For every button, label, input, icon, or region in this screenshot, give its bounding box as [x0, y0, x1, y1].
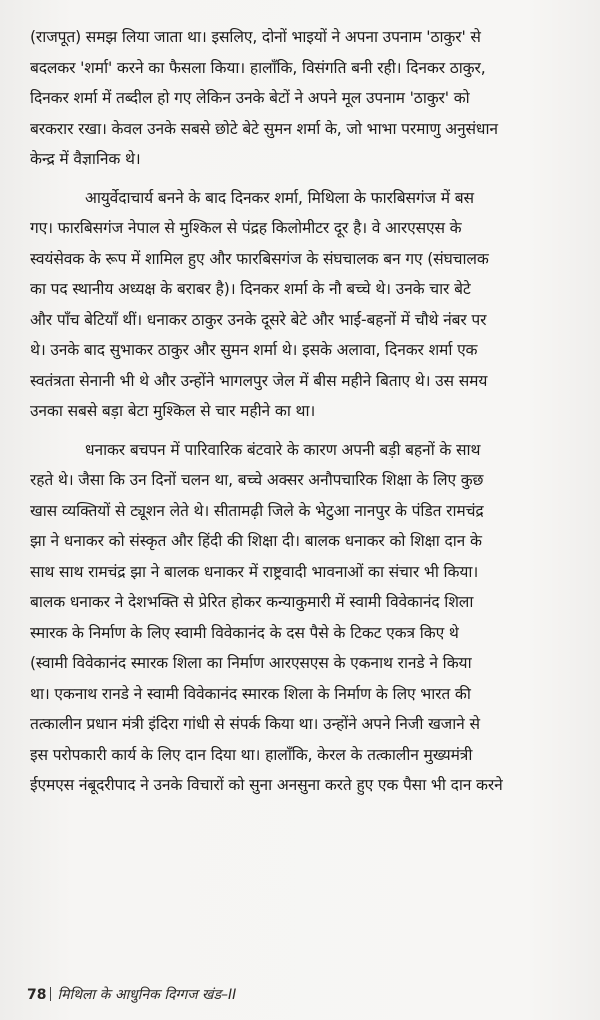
text-line: था। एकनाथ रानडे ने स्वामी विवेकानंद स्मारक शिला के निर्माण के लिए भारत की: [30, 684, 471, 703]
text-line: तत्कालीन प्रधान मंत्री इंदिरा गांधी से संपर्क किया था। उन्होंने अपने निजी खजाने से: [30, 715, 480, 733]
text-line: आयुर्वेदाचार्य बनने के बाद दिनकर शर्मा, मिथिला के फारबिसगंज में बस: [85, 188, 474, 207]
text-line: बालक धनाकर ने देशभक्ति से प्रेरित होकर कन्याकुमारी में स्वामी विवेकानंद शिला: [30, 593, 474, 611]
paragraph-1: [30, 22, 596, 175]
text-line: (स्वामी विवेकानंद स्मारक शिला का निर्माण आरएसएस के एकनाथ रानडे ने किया: [30, 654, 472, 672]
text-line: (राजपूत) समझ लिया जाता था। इसलिए, दोनों भाइयों ने अपना उपनाम 'ठाकुर' से: [30, 28, 481, 46]
text-line: का पद स्थानीय अध्यक्ष के बराबर है)। दिनकर शर्मा के नौ बच्चे थे। उनके चार बेटे: [30, 280, 471, 298]
text-line: थे। उनके बाद सुभाकर ठाकुर और सुमन शर्मा थे। इसके अलावा, दिनकर शर्मा एक: [30, 341, 478, 359]
paragraph-spacer: [30, 175, 596, 183]
text-line: केन्द्र में वैज्ञानिक थे।: [30, 150, 141, 168]
text-line: रहते थे। जैसा कि उन दिनों चलन था, बच्चे अक्सर अनौपचारिक शिक्षा के लिए कुछ: [30, 471, 484, 489]
paragraph-3: [30, 435, 596, 801]
text-line: साथ साथ रामचंद्र झा ने बालक धनाकर में राष्ट्रवादी भावनाओं का संचार भी किया।: [30, 562, 479, 581]
text-line: उनका सबसे बड़ा बेटा मुश्किल से चार महीने का था।: [30, 402, 316, 420]
paragraph-2: [30, 183, 596, 427]
text-line: स्वतंत्रता सेनानी भी थे और उन्होंने भागलपुर जेल में बीस महीने बिताए थे। उस समय: [30, 371, 488, 390]
text-line: और पाँच बेटियाँ थीं। धनाकर ठाकुर उनके दूसरे बेटे और भाई-बहनों में चौथे नंबर पर: [30, 310, 487, 329]
text-line: खास व्यक्तियों से ट्यूशन लेते थे। सीतामढ़ी जिले के भेटुआ नानपुर के पंडित रामचंद्र: [30, 501, 484, 520]
footer-divider: [50, 987, 51, 1001]
text-line: स्वयंसेवक के रूप में शामिल हुए और फारबिसगंज के संघचालक बन गए (संघचालक: [30, 249, 489, 268]
book-title: मिथिला के आधुनिक दिग्गज खंड–II: [57, 987, 237, 1003]
page-footer: [27, 985, 236, 1005]
text-line: बरकरार रखा। केवल उनके सबसे छोटे बेटे सुमन शर्मा के, जो भाभा परमाणु अनुसंधान: [30, 119, 498, 138]
text-line: धनाकर बचपन में पारिवारिक बंटवारे के कारण अपनी बड़ी बहनों के साथ: [85, 440, 481, 459]
text-line: इस परोपकारी कार्य के लिए दान दिया था। हालाँकि, केरल के तत्कालीन मुख्यमंत्री: [30, 745, 473, 764]
text-line: गए। फारबिसगंज नेपाल से मुश्किल से पंद्रह किलोमीटर दूर है। वे आरएसएस के: [30, 219, 462, 237]
text-line: स्मारक के निर्माण के लिए स्वामी विवेकानंद के दस पैसे के टिकट एकत्र किए थे: [30, 623, 459, 642]
text-line: झा ने धनाकर को संस्कृत और हिंदी की शिक्षा दी। बालक धनाकर को शिक्षा दान के: [30, 532, 482, 550]
text-line: ईएमएस नंबूदरीपाद ने उनके विचारों को सुना अनसुना करते हुए एक पैसा भी दान करने: [30, 776, 503, 794]
body-text: [30, 22, 596, 801]
text-line: बदलकर 'शर्मा' करने का फैसला किया। हालाँकि, विसंगति बनी रही। दिनकर ठाकुर,: [30, 58, 486, 77]
text-line: दिनकर शर्मा में तब्दील हो गए लेकिन उनके बेटों ने अपने मूल उपनाम 'ठाकुर' को: [30, 89, 470, 107]
paragraph-spacer: [30, 427, 596, 435]
page-number: 78: [27, 987, 47, 1003]
